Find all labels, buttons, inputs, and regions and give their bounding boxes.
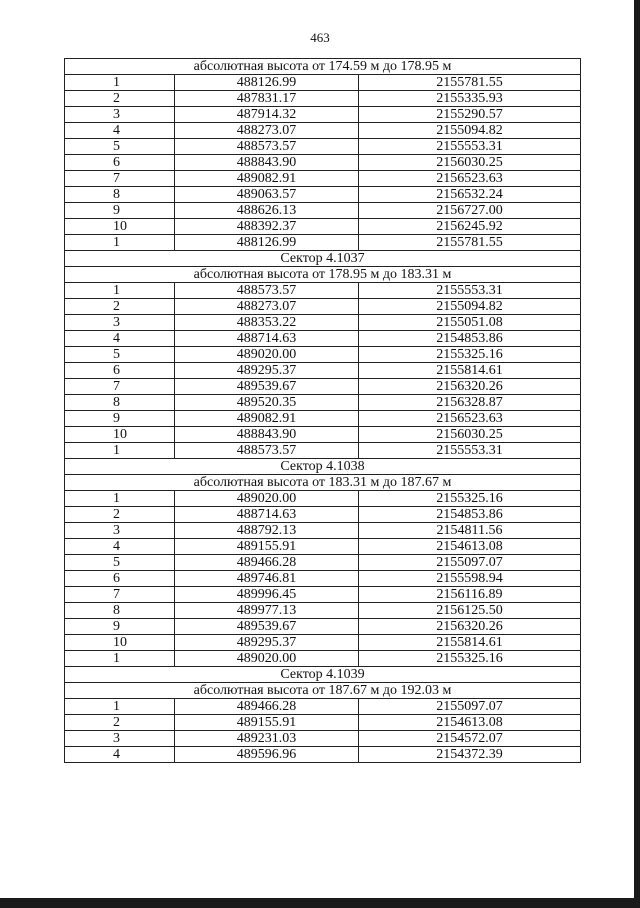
coordinate-y: 2155325.16 (359, 491, 581, 507)
coordinate-y: 2154811.56 (359, 523, 581, 539)
table-row (65, 491, 581, 507)
coordinate-x: 489596.96 (175, 747, 359, 763)
point-number: 4 (65, 539, 175, 555)
coordinate-y: 2156320.26 (359, 619, 581, 635)
table-row (65, 443, 581, 459)
table-row (65, 395, 581, 411)
height-range-row (65, 475, 581, 491)
point-number: 3 (65, 731, 175, 747)
table-row (65, 139, 581, 155)
table-row (65, 331, 581, 347)
table-row (65, 555, 581, 571)
point-number: 5 (65, 555, 175, 571)
coordinate-x: 489231.03 (175, 731, 359, 747)
point-number: 1 (65, 235, 175, 251)
table-row (65, 731, 581, 747)
coordinate-y: 2155781.55 (359, 75, 581, 91)
point-number: 1 (65, 699, 175, 715)
table-row (65, 651, 581, 667)
point-number: 1 (65, 283, 175, 299)
coordinate-x: 488353.22 (175, 315, 359, 331)
point-number: 3 (65, 315, 175, 331)
coordinates-table-body (65, 59, 581, 763)
coordinate-x: 488573.57 (175, 139, 359, 155)
coordinate-x: 488126.99 (175, 235, 359, 251)
coordinate-y: 2156523.63 (359, 171, 581, 187)
point-number: 10 (65, 635, 175, 651)
height-range: абсолютная высота от 174.59 м до 178.95 м (65, 59, 581, 75)
coordinate-x: 488843.90 (175, 155, 359, 171)
coordinate-x: 488573.57 (175, 283, 359, 299)
height-range: абсолютная высота от 183.31 м до 187.67 м (65, 475, 581, 491)
page-number: 463 (310, 30, 330, 45)
coordinate-x: 489020.00 (175, 347, 359, 363)
coordinate-x: 488626.13 (175, 203, 359, 219)
coordinate-x: 489977.13 (175, 603, 359, 619)
coordinate-x: 489746.81 (175, 571, 359, 587)
height-range: абсолютная высота от 178.95 м до 183.31 м (65, 267, 581, 283)
table-row (65, 699, 581, 715)
point-number: 6 (65, 155, 175, 171)
table-row (65, 155, 581, 171)
point-number: 4 (65, 331, 175, 347)
coordinate-x: 487831.17 (175, 91, 359, 107)
point-number: 6 (65, 363, 175, 379)
coordinate-x: 489155.91 (175, 539, 359, 555)
point-number: 7 (65, 171, 175, 187)
point-number: 2 (65, 299, 175, 315)
point-number: 2 (65, 715, 175, 731)
point-number: 7 (65, 587, 175, 603)
coordinate-y: 2154372.39 (359, 747, 581, 763)
coordinate-x: 488573.57 (175, 443, 359, 459)
table-row (65, 715, 581, 731)
point-number: 1 (65, 651, 175, 667)
point-number: 2 (65, 507, 175, 523)
coordinate-x: 488126.99 (175, 75, 359, 91)
coordinate-y: 2154613.08 (359, 539, 581, 555)
coordinate-y: 2156532.24 (359, 187, 581, 203)
point-number: 3 (65, 523, 175, 539)
table-row (65, 427, 581, 443)
coordinate-x: 489082.91 (175, 171, 359, 187)
sector-title: Сектор 4.1037 (65, 251, 581, 267)
coordinate-y: 2155335.93 (359, 91, 581, 107)
coordinate-x: 489996.45 (175, 587, 359, 603)
table-row (65, 603, 581, 619)
coordinate-y: 2156125.50 (359, 603, 581, 619)
sector-title-row (65, 667, 581, 683)
coordinate-y: 2155290.57 (359, 107, 581, 123)
table-row (65, 91, 581, 107)
point-number: 2 (65, 91, 175, 107)
point-number: 6 (65, 571, 175, 587)
coordinate-x: 489295.37 (175, 635, 359, 651)
coordinate-y: 2155094.82 (359, 123, 581, 139)
point-number: 3 (65, 107, 175, 123)
table-row (65, 107, 581, 123)
table-row (65, 203, 581, 219)
coordinate-y: 2155598.94 (359, 571, 581, 587)
table-row (65, 299, 581, 315)
table-row (65, 235, 581, 251)
table-row (65, 635, 581, 651)
coordinate-y: 2155553.31 (359, 283, 581, 299)
point-number: 1 (65, 491, 175, 507)
sector-title: Сектор 4.1039 (65, 667, 581, 683)
height-range-row (65, 59, 581, 75)
point-number: 10 (65, 427, 175, 443)
sector-title-row (65, 459, 581, 475)
coordinates-table (64, 58, 581, 763)
table-row (65, 123, 581, 139)
coordinate-y: 2154572.07 (359, 731, 581, 747)
table-row (65, 507, 581, 523)
coordinate-y: 2156328.87 (359, 395, 581, 411)
table-row (65, 283, 581, 299)
point-number: 4 (65, 747, 175, 763)
coordinate-x: 488714.63 (175, 331, 359, 347)
point-number: 5 (65, 139, 175, 155)
table-row (65, 171, 581, 187)
coordinate-y: 2156030.25 (359, 427, 581, 443)
coordinate-x: 488273.07 (175, 299, 359, 315)
point-number: 7 (65, 379, 175, 395)
coordinate-y: 2156320.26 (359, 379, 581, 395)
coordinate-x: 489020.00 (175, 651, 359, 667)
point-number: 10 (65, 219, 175, 235)
coordinate-y: 2156523.63 (359, 411, 581, 427)
coordinate-y: 2156116.89 (359, 587, 581, 603)
coordinate-x: 489082.91 (175, 411, 359, 427)
coordinate-y: 2155097.07 (359, 699, 581, 715)
point-number: 8 (65, 187, 175, 203)
scan-border-right (634, 0, 640, 908)
coordinate-y: 2155553.31 (359, 443, 581, 459)
table-row (65, 347, 581, 363)
table-row (65, 747, 581, 763)
coordinate-y: 2156030.25 (359, 155, 581, 171)
coordinate-y: 2155325.16 (359, 651, 581, 667)
coordinate-x: 488714.63 (175, 507, 359, 523)
coordinate-y: 2156245.92 (359, 219, 581, 235)
coordinate-y: 2155553.31 (359, 139, 581, 155)
coordinate-x: 488843.90 (175, 427, 359, 443)
table-row (65, 539, 581, 555)
point-number: 9 (65, 619, 175, 635)
coordinate-y: 2156727.00 (359, 203, 581, 219)
table-row (65, 587, 581, 603)
table-row (65, 523, 581, 539)
point-number: 8 (65, 395, 175, 411)
coordinate-y: 2155097.07 (359, 555, 581, 571)
coordinate-y: 2155325.16 (359, 347, 581, 363)
coordinate-x: 488273.07 (175, 123, 359, 139)
coordinate-x: 489063.57 (175, 187, 359, 203)
table-row (65, 75, 581, 91)
coordinate-y: 2155051.08 (359, 315, 581, 331)
coordinate-y: 2154613.08 (359, 715, 581, 731)
coordinate-x: 489466.28 (175, 699, 359, 715)
table-row (65, 363, 581, 379)
point-number: 1 (65, 75, 175, 91)
point-number: 9 (65, 411, 175, 427)
coordinate-x: 488392.37 (175, 219, 359, 235)
table-row (65, 315, 581, 331)
point-number: 4 (65, 123, 175, 139)
table-row (65, 379, 581, 395)
height-range-row (65, 683, 581, 699)
point-number: 9 (65, 203, 175, 219)
coordinate-x: 489539.67 (175, 619, 359, 635)
table-row (65, 619, 581, 635)
coordinate-x: 489520.35 (175, 395, 359, 411)
coordinate-y: 2155814.61 (359, 635, 581, 651)
table-row (65, 219, 581, 235)
coordinate-y: 2154853.86 (359, 507, 581, 523)
coordinate-y: 2154853.86 (359, 331, 581, 347)
coordinate-y: 2155781.55 (359, 235, 581, 251)
table-row (65, 187, 581, 203)
sector-title-row (65, 251, 581, 267)
point-number: 5 (65, 347, 175, 363)
height-range-row (65, 267, 581, 283)
coordinate-x: 489466.28 (175, 555, 359, 571)
table-row (65, 411, 581, 427)
point-number: 1 (65, 443, 175, 459)
coordinate-x: 489020.00 (175, 491, 359, 507)
table-row (65, 571, 581, 587)
scan-border-bottom (0, 898, 640, 908)
coordinate-y: 2155814.61 (359, 363, 581, 379)
point-number: 8 (65, 603, 175, 619)
coordinate-x: 489295.37 (175, 363, 359, 379)
sector-title: Сектор 4.1038 (65, 459, 581, 475)
coordinate-x: 489539.67 (175, 379, 359, 395)
coordinate-x: 489155.91 (175, 715, 359, 731)
height-range: абсолютная высота от 187.67 м до 192.03 м (65, 683, 581, 699)
coordinate-x: 488792.13 (175, 523, 359, 539)
coordinate-x: 487914.32 (175, 107, 359, 123)
coordinate-y: 2155094.82 (359, 299, 581, 315)
